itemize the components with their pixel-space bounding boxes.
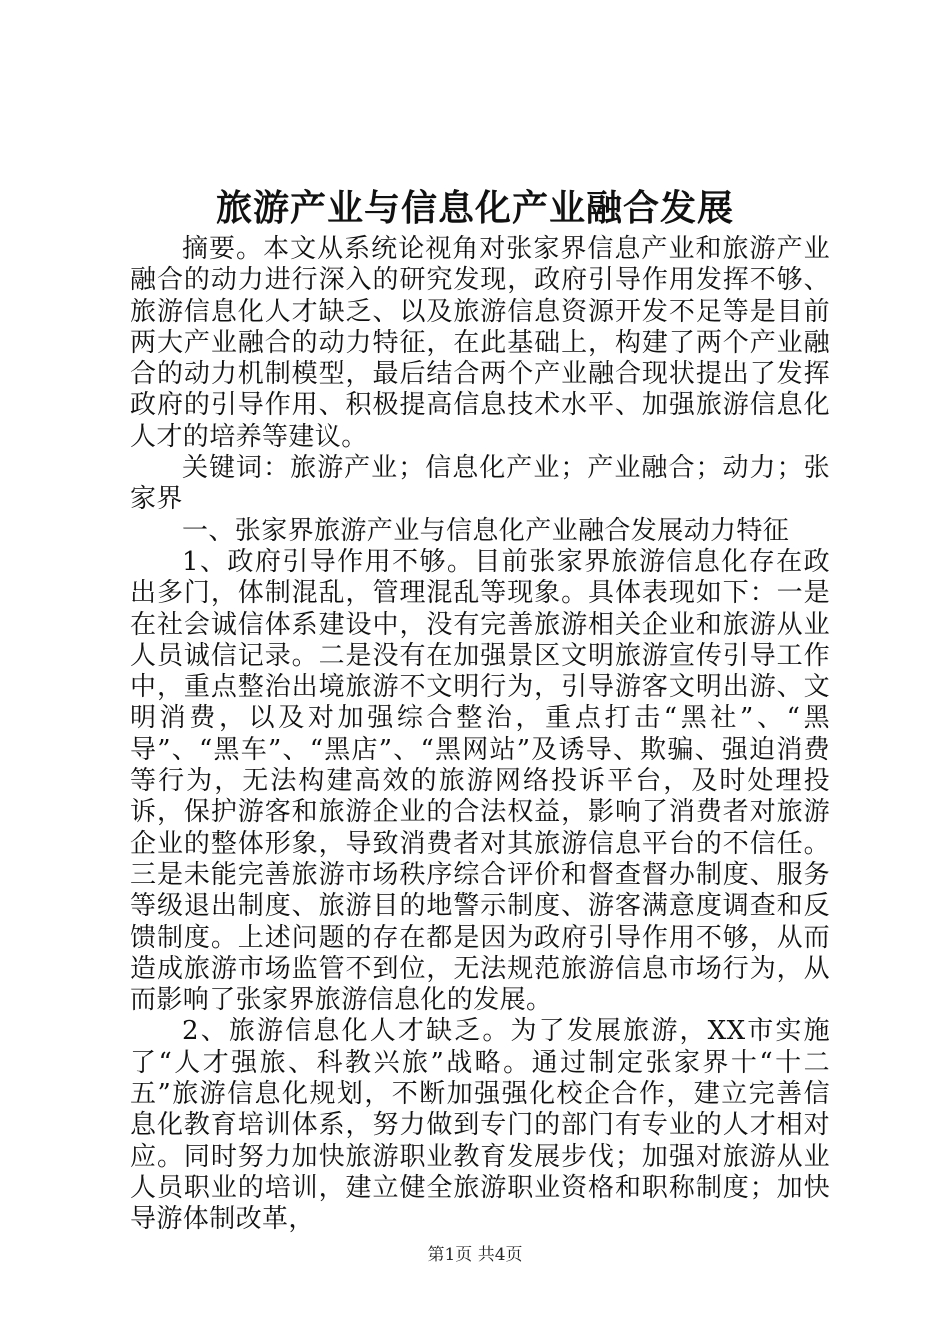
abstract-paragraph: 摘要。本文从系统论视角对张家界信息产业和旅游产业融合的动力进行深入的研究发现，政府引导作用发挥不够、旅游信息化人才缺乏、以及旅游信息资源开发不足等是目前两大产业融合的动力特征，在此基础上，构建了两个产业融合的动力机制模型，最后结合两个产业融合现状提出了发挥政府的引导作用、积极提高信息技术水平、加强旅游信息化人才的培养等建议。: [130, 234, 830, 452]
keywords-paragraph: 关键词：旅游产业；信息化产业；产业融合；动力；张家界: [130, 453, 830, 515]
document-body: [130, 234, 830, 1236]
body-paragraph: 2、旅游信息化人才缺乏。为了发展旅游，XX市实施了“人才强旅、科教兴旅”战略。通过制定张家界十“十二五”旅游信息化规划，不断加强强化校企合作，建立完善信息化教育培训体系，努力做到专门的部门有专业的人才相对应。同时努力加快旅游职业教育发展步伐；加强对旅游从业人员职业的培训，建立健全旅游职业资格和职称制度；加快导游体制改革，: [130, 1016, 830, 1235]
document-title: 旅游产业与信息化产业融合发展: [215, 187, 734, 229]
section-heading: 一、张家界旅游产业与信息化产业融合发展动力特征: [182, 515, 790, 546]
body-paragraph: 1、政府引导作用不够。目前张家界旅游信息化存在政出多门，体制混乱，管理混乱等现象。具体表现如下：一是在社会诚信体系建设中，没有完善旅游相关企业和旅游从业人员诚信记录。二是没有在加强景区文明旅游宣传引导工作中，重点整治出境旅游不文明行为，引导游客文明出游、文明消费，以及对加强综合整治，重点打击“黑社”、“黑导”、“黑车”、“黑店”、“黑网站”及诱导、欺骗、强迫消费等行为，无法构建高效的旅游网络投诉平台，及时处理投诉，保护游客和旅游企业的合法权益，影响了消费者对旅游企业的整体形象，导致消费者对其旅游信息平台的不信任。三是未能完善旅游市场秩序综合评价和督查督办制度、服务等级退出制度、旅游目的地警示制度、游客满意度调查和反馈制度。上述问题的存在都是因为政府引导作用不够，从而造成旅游市场监管不到位，无法规范旅游信息市场行为，从而影响了张家界旅游信息化的发展。: [130, 546, 830, 1016]
page-footer: 第1页 共4页: [427, 1245, 523, 1265]
